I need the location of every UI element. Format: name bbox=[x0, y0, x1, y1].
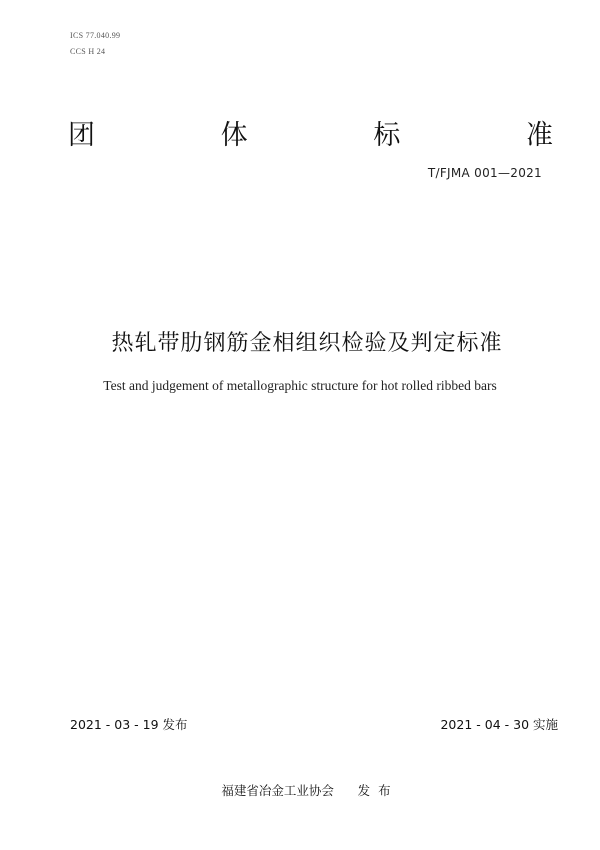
document-type-char: 体 bbox=[220, 120, 248, 151]
document-type-char: 准 bbox=[525, 120, 553, 151]
title-chinese: 热轧带肋钢筋金相组织检验及判定标准 bbox=[111, 331, 503, 356]
document-type-char: 标 bbox=[373, 120, 401, 151]
title-english: Test and judgement of metallographic structure for hot rolled ribbed bars bbox=[103, 378, 497, 393]
issue-date: 2021 - 03 - 19 发布 bbox=[70, 717, 188, 732]
ics-code: ICS 77.040.99 bbox=[70, 31, 121, 40]
publisher: 福建省冶金工业协会 发 布 bbox=[221, 783, 391, 798]
document-type-char: 团 bbox=[68, 120, 95, 151]
ccs-code: CCS H 24 bbox=[70, 47, 106, 56]
standard-number: T/FJMA 001—2021 bbox=[427, 166, 542, 180]
implementation-date: 2021 - 04 - 30 实施 bbox=[440, 717, 558, 732]
document-type-heading bbox=[68, 113, 553, 152]
